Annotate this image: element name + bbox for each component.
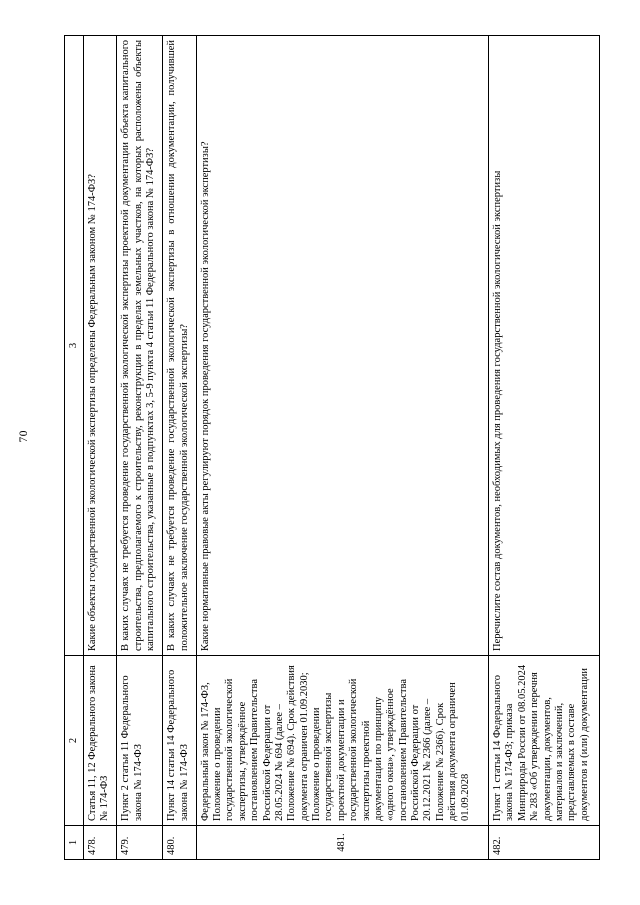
row-number: 479. <box>117 826 163 860</box>
rotation-container <box>64 36 600 860</box>
table-row <box>196 36 488 860</box>
row-number: 481. <box>196 826 488 860</box>
row-number: 478. <box>84 826 117 860</box>
row-question: Перечислите состав документов, необходимых для проведения государственной экологической экспертизы <box>489 36 600 656</box>
row-question: Какие нормативные правовые акты регулируют порядок проведения государственной экологической экспертизы? <box>196 36 488 656</box>
column-header-question: 3 <box>65 36 84 656</box>
column-header-law: 2 <box>65 656 84 826</box>
row-question: В каких случаях не требуется проведение государственной экологической экспертизы в отношении документации, получившей положительное заключение государственной экологической экспертизы? <box>163 36 196 656</box>
table-row <box>117 36 163 860</box>
row-legal-basis: Федеральный закон № 174-ФЗ, Положение о проведении государственной экологической экспертизы, утверждённое постановлением Правительства Российской Федерации от 28.05.2024 № 694 (далее – Положение № 694). Срок действия документа ограничен 01.09.2030; Положение о проведении государственной экспертизы проектной документации и государственной экологической экспертизы проектной документации по принципу «одного окна», утверждённое постановлением Правительства Российской Федерации от 20.12.2021 № 2366 (далее – Положение № 2366). Срок действия документа ограничен 01.09.2028 <box>196 656 488 826</box>
row-number: 482. <box>489 826 600 860</box>
page-number: 70 <box>18 430 30 443</box>
row-question: Какие объекты государственной экологической экспертизы определены Федеральным законом № 174-ФЗ? <box>84 36 117 656</box>
row-legal-basis: Пункт 14 статьи 14 Федерального закона № 174-ФЗ <box>163 656 196 826</box>
row-legal-basis: Пункт 1 статьи 14 Федерального закона № 174-ФЗ; приказа Минприроды России от 08.05.2024 № 283 «Об утверждении перечня документации, документов, материалов и заключений, представляемых в составе документов и (или) документации <box>489 656 600 826</box>
table-row <box>489 36 600 860</box>
requirements-table <box>64 35 600 860</box>
row-question: В каких случаях не требуется проведение государственной экологической экспертизы проектной документации объекта капитального строительства, предполагаемого к строительству, реконструкции в пределах земельных участков, на которых расположены объекты капитального строительства, указанные в подпунктах 3, 5-9 пункта 4 статьи 11 Федерального закона № 174-ФЗ? <box>117 36 163 656</box>
table-header-row <box>65 36 84 860</box>
rotated-table-wrapper <box>64 36 600 860</box>
row-number: 480. <box>163 826 196 860</box>
table-row <box>84 36 117 860</box>
row-legal-basis: Пункт 2 статьи 11 Федерального закона № 174-ФЗ <box>117 656 163 826</box>
row-legal-basis: Статья 11, 12 Федерального закона № 174-ФЗ <box>84 656 117 826</box>
column-header-number: 1 <box>65 826 84 860</box>
table-row <box>163 36 196 860</box>
